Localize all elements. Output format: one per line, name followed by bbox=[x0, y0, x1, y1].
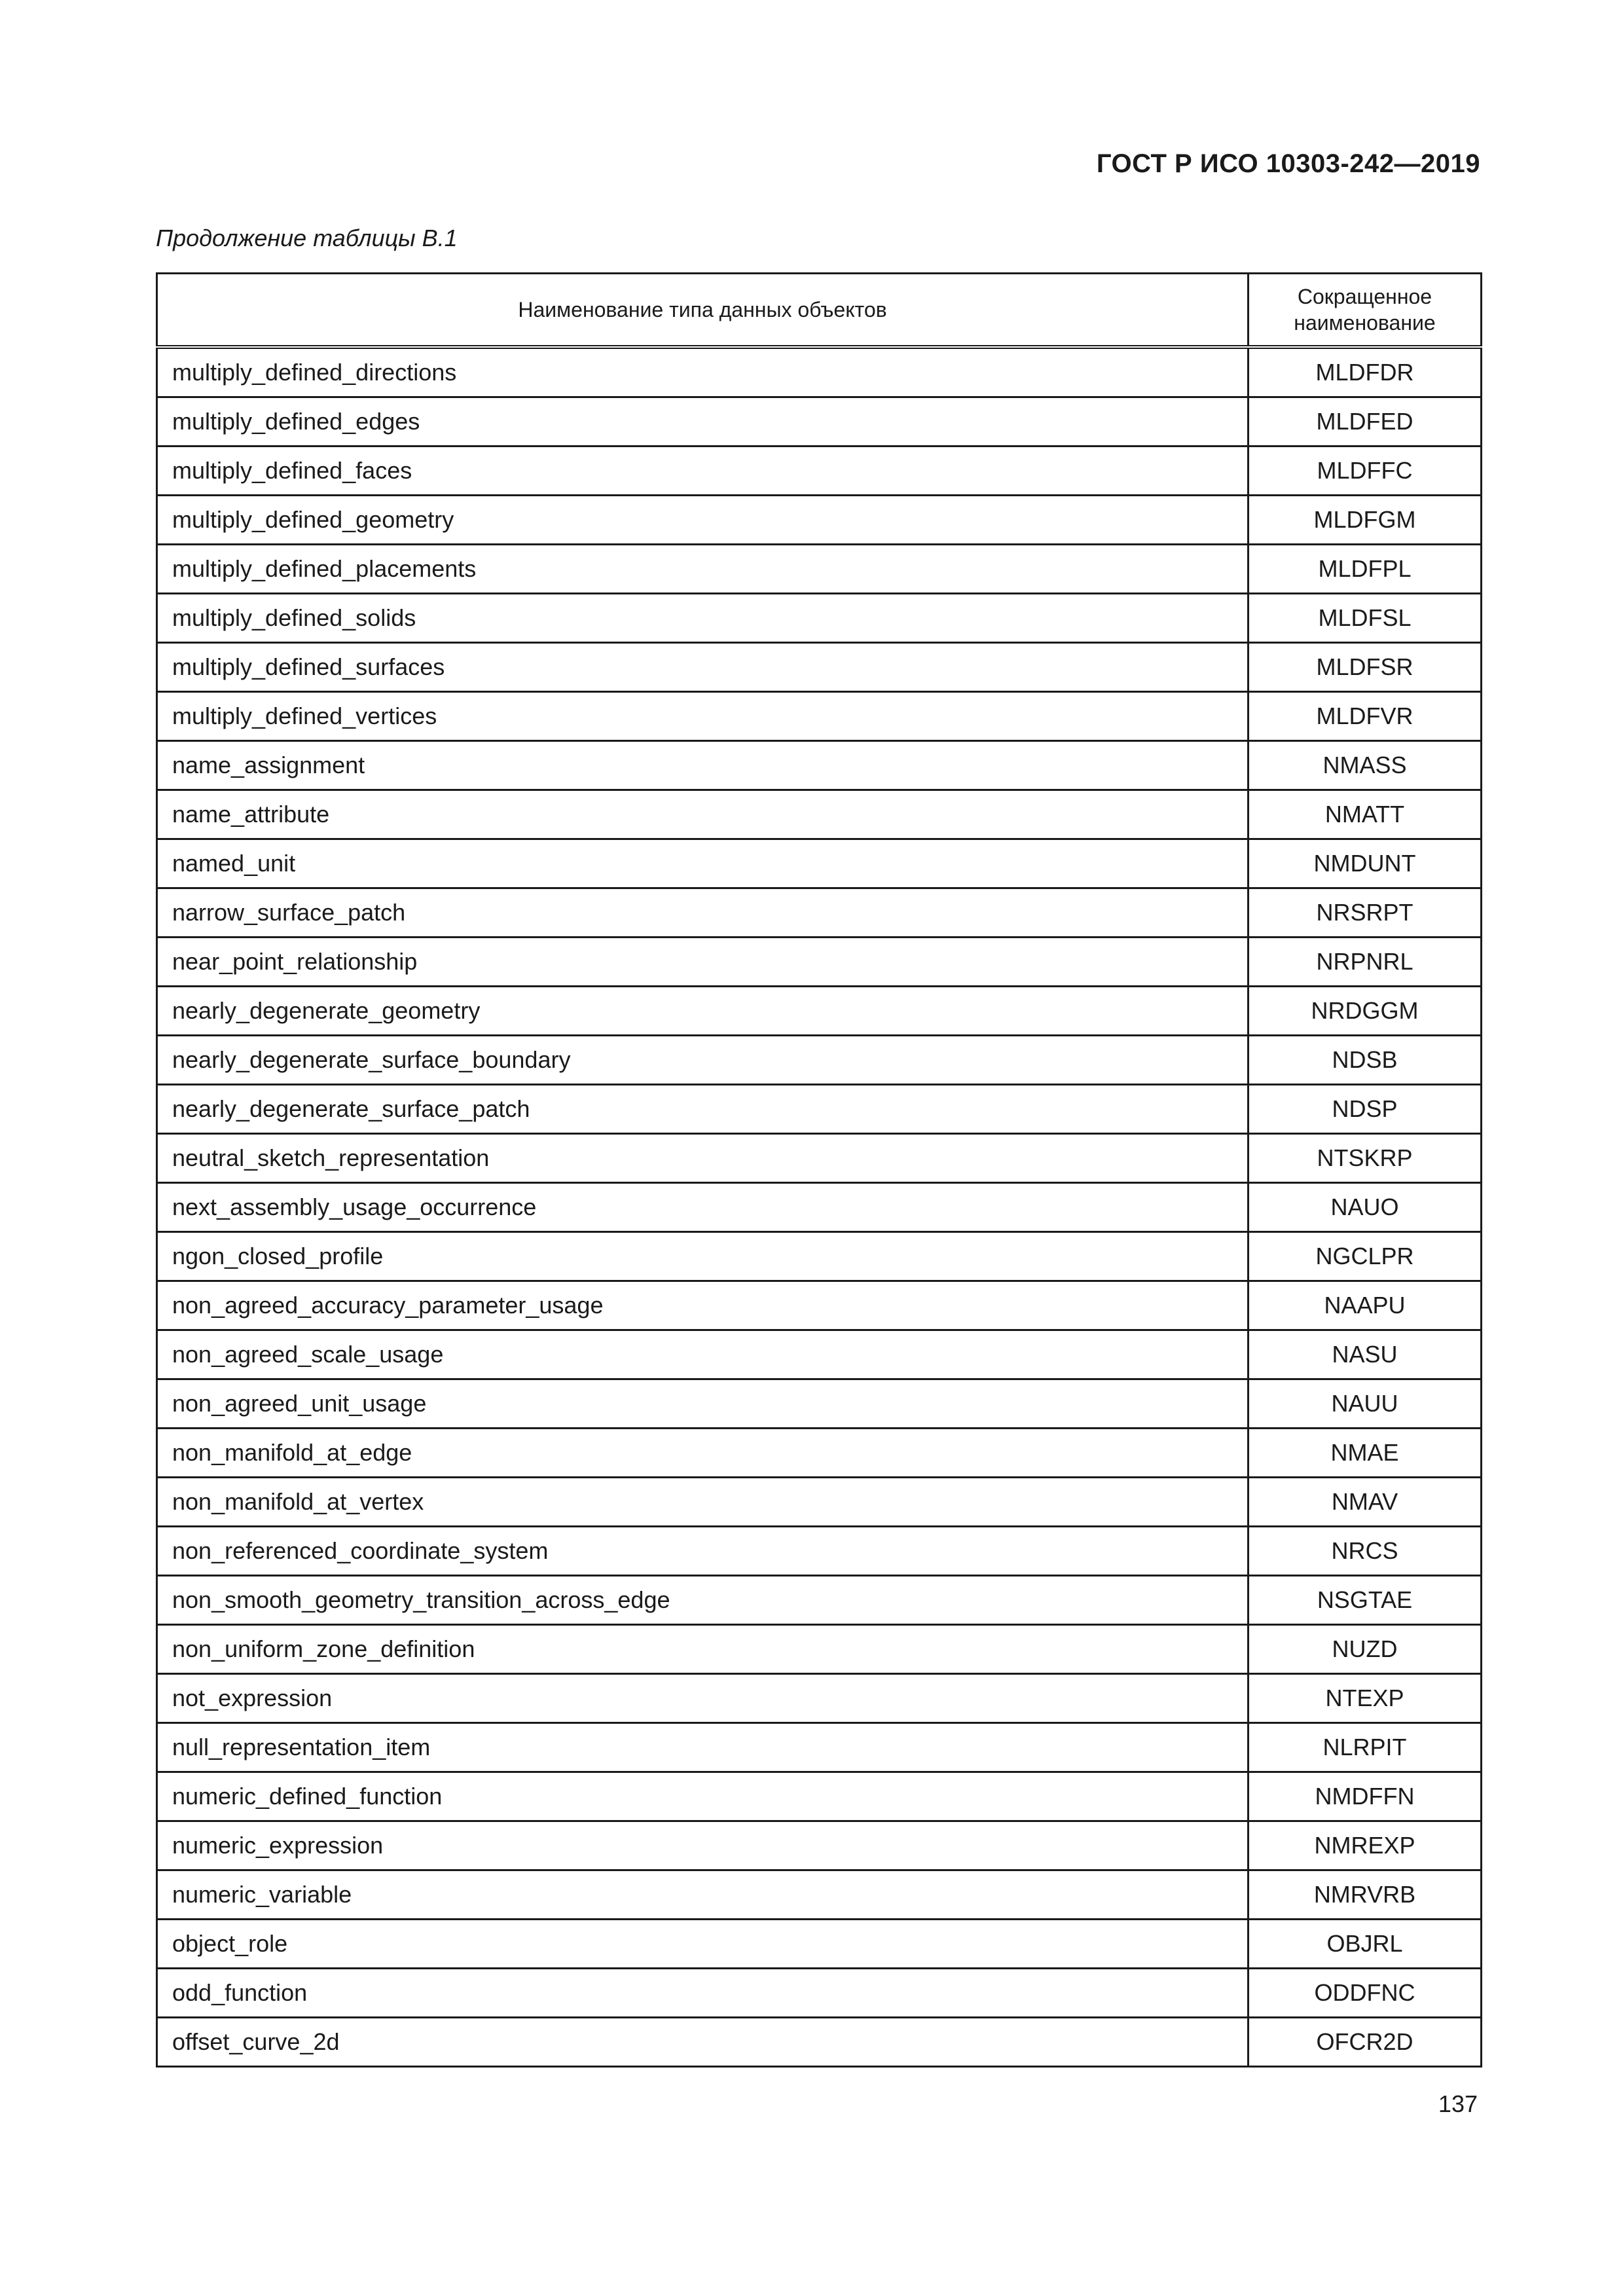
abbreviation-cell: NTEXP bbox=[1249, 1674, 1482, 1723]
entity-name-cell: name_attribute bbox=[157, 790, 1249, 839]
entity-name-cell: narrow_surface_patch bbox=[157, 888, 1249, 938]
abbreviation-cell: NRSRPT bbox=[1249, 888, 1482, 938]
abbreviation-cell: NMATT bbox=[1249, 790, 1482, 839]
entity-name-cell: odd_function bbox=[157, 1969, 1249, 2018]
entity-name-cell: multiply_defined_placements bbox=[157, 545, 1249, 594]
abbreviation-cell: MLDFFC bbox=[1249, 446, 1482, 496]
abbreviation-cell: NRCS bbox=[1249, 1527, 1482, 1576]
entity-name-cell: multiply_defined_surfaces bbox=[157, 643, 1249, 692]
table-row bbox=[157, 741, 1482, 790]
page-number: 137 bbox=[1438, 2090, 1478, 2117]
entity-name-cell: non_manifold_at_edge bbox=[157, 1429, 1249, 1478]
table-caption: Продолжение таблицы B.1 bbox=[156, 225, 458, 251]
abbreviation-cell: NMASS bbox=[1249, 741, 1482, 790]
entity-name-cell: nearly_degenerate_geometry bbox=[157, 987, 1249, 1036]
table-row bbox=[157, 888, 1482, 938]
table-row bbox=[157, 1134, 1482, 1183]
entity-name-cell: multiply_defined_faces bbox=[157, 446, 1249, 496]
entity-name-cell: multiply_defined_directions bbox=[157, 347, 1249, 397]
abbreviation-cell: NASU bbox=[1249, 1330, 1482, 1379]
entity-name-cell: non_uniform_zone_definition bbox=[157, 1625, 1249, 1674]
abbreviation-cell: NMAV bbox=[1249, 1478, 1482, 1527]
entity-name-cell: non_referenced_coordinate_system bbox=[157, 1527, 1249, 1576]
table-row bbox=[157, 1821, 1482, 1870]
entity-name-cell: not_expression bbox=[157, 1674, 1249, 1723]
abbreviation-cell: NGCLPR bbox=[1249, 1232, 1482, 1281]
abbreviation-cell: MLDFVR bbox=[1249, 692, 1482, 741]
entity-name-cell: nearly_degenerate_surface_boundary bbox=[157, 1036, 1249, 1085]
document-header: ГОСТ Р ИСО 10303-242—2019 bbox=[1096, 149, 1480, 178]
table-row bbox=[157, 1772, 1482, 1821]
table-row bbox=[157, 1576, 1482, 1625]
table-row bbox=[157, 1429, 1482, 1478]
entity-name-cell: name_assignment bbox=[157, 741, 1249, 790]
entity-name-cell: numeric_defined_function bbox=[157, 1772, 1249, 1821]
column-header-abbreviation: Сокращенное наименование bbox=[1249, 274, 1482, 348]
entity-name-cell: next_assembly_usage_occurrence bbox=[157, 1183, 1249, 1232]
entity-name-cell: object_role bbox=[157, 1920, 1249, 1969]
table-row bbox=[157, 1183, 1482, 1232]
abbreviation-cell: MLDFGM bbox=[1249, 496, 1482, 545]
table-row bbox=[157, 2018, 1482, 2067]
abbreviation-cell: MLDFSR bbox=[1249, 643, 1482, 692]
table-row bbox=[157, 1870, 1482, 1920]
abbreviation-cell: NDSP bbox=[1249, 1085, 1482, 1134]
table-row bbox=[157, 1478, 1482, 1527]
entity-name-cell: numeric_expression bbox=[157, 1821, 1249, 1870]
table-row bbox=[157, 790, 1482, 839]
table-row bbox=[157, 1232, 1482, 1281]
table-row bbox=[157, 1281, 1482, 1330]
entity-name-cell: numeric_variable bbox=[157, 1870, 1249, 1920]
entity-name-cell: multiply_defined_geometry bbox=[157, 496, 1249, 545]
table-row bbox=[157, 347, 1482, 397]
abbreviation-cell: NSGTAE bbox=[1249, 1576, 1482, 1625]
entity-name-cell: multiply_defined_vertices bbox=[157, 692, 1249, 741]
table-header-row bbox=[157, 274, 1482, 348]
entity-name-cell: ngon_closed_profile bbox=[157, 1232, 1249, 1281]
entity-name-cell: non_agreed_accuracy_parameter_usage bbox=[157, 1281, 1249, 1330]
abbreviation-cell: NMDUNT bbox=[1249, 839, 1482, 888]
abbreviations-table bbox=[156, 272, 1482, 2068]
table-row bbox=[157, 1085, 1482, 1134]
entity-name-cell: non_agreed_scale_usage bbox=[157, 1330, 1249, 1379]
abbreviation-cell: NTSKRP bbox=[1249, 1134, 1482, 1183]
abbreviation-cell: NAAPU bbox=[1249, 1281, 1482, 1330]
abbreviation-cell: MLDFED bbox=[1249, 397, 1482, 446]
entity-name-cell: named_unit bbox=[157, 839, 1249, 888]
table-row bbox=[157, 692, 1482, 741]
table-row bbox=[157, 1625, 1482, 1674]
entity-name-cell: multiply_defined_solids bbox=[157, 594, 1249, 643]
table-row bbox=[157, 1330, 1482, 1379]
entity-name-cell: null_representation_item bbox=[157, 1723, 1249, 1772]
table-row bbox=[157, 643, 1482, 692]
abbreviation-cell: NMDFFN bbox=[1249, 1772, 1482, 1821]
abbreviation-cell: NLRPIT bbox=[1249, 1723, 1482, 1772]
abbreviation-cell: MLDFDR bbox=[1249, 347, 1482, 397]
abbreviation-cell: ODDFNC bbox=[1249, 1969, 1482, 2018]
column-header-name: Наименование типа данных объектов bbox=[157, 274, 1249, 348]
abbreviation-cell: OBJRL bbox=[1249, 1920, 1482, 1969]
table-row bbox=[157, 545, 1482, 594]
entity-name-cell: nearly_degenerate_surface_patch bbox=[157, 1085, 1249, 1134]
abbreviation-cell: NAUO bbox=[1249, 1183, 1482, 1232]
table-row bbox=[157, 1969, 1482, 2018]
abbreviation-cell: NMRVRB bbox=[1249, 1870, 1482, 1920]
table-row bbox=[157, 839, 1482, 888]
table-row bbox=[157, 987, 1482, 1036]
table-row bbox=[157, 1920, 1482, 1969]
abbreviation-cell: NMREXP bbox=[1249, 1821, 1482, 1870]
abbreviation-cell: MLDFSL bbox=[1249, 594, 1482, 643]
table-row bbox=[157, 1527, 1482, 1576]
abbreviation-cell: NRDGGM bbox=[1249, 987, 1482, 1036]
table-row bbox=[157, 1723, 1482, 1772]
abbreviation-cell: NUZD bbox=[1249, 1625, 1482, 1674]
abbreviation-cell: OFCR2D bbox=[1249, 2018, 1482, 2067]
table-row bbox=[157, 1674, 1482, 1723]
table-row bbox=[157, 938, 1482, 987]
abbreviation-cell: NMAE bbox=[1249, 1429, 1482, 1478]
table-row bbox=[157, 1036, 1482, 1085]
entity-name-cell: non_smooth_geometry_transition_across_edge bbox=[157, 1576, 1249, 1625]
table-row bbox=[157, 1379, 1482, 1429]
table-row bbox=[157, 446, 1482, 496]
entity-name-cell: non_agreed_unit_usage bbox=[157, 1379, 1249, 1429]
table-body bbox=[157, 347, 1482, 2067]
entity-name-cell: non_manifold_at_vertex bbox=[157, 1478, 1249, 1527]
entity-name-cell: near_point_relationship bbox=[157, 938, 1249, 987]
abbreviation-cell: NAUU bbox=[1249, 1379, 1482, 1429]
table-row bbox=[157, 397, 1482, 446]
abbreviation-cell: MLDFPL bbox=[1249, 545, 1482, 594]
abbreviation-cell: NRPNRL bbox=[1249, 938, 1482, 987]
entity-name-cell: neutral_sketch_representation bbox=[157, 1134, 1249, 1183]
table-row bbox=[157, 594, 1482, 643]
abbreviation-cell: NDSB bbox=[1249, 1036, 1482, 1085]
entity-name-cell: offset_curve_2d bbox=[157, 2018, 1249, 2067]
table-row bbox=[157, 496, 1482, 545]
entity-name-cell: multiply_defined_edges bbox=[157, 397, 1249, 446]
